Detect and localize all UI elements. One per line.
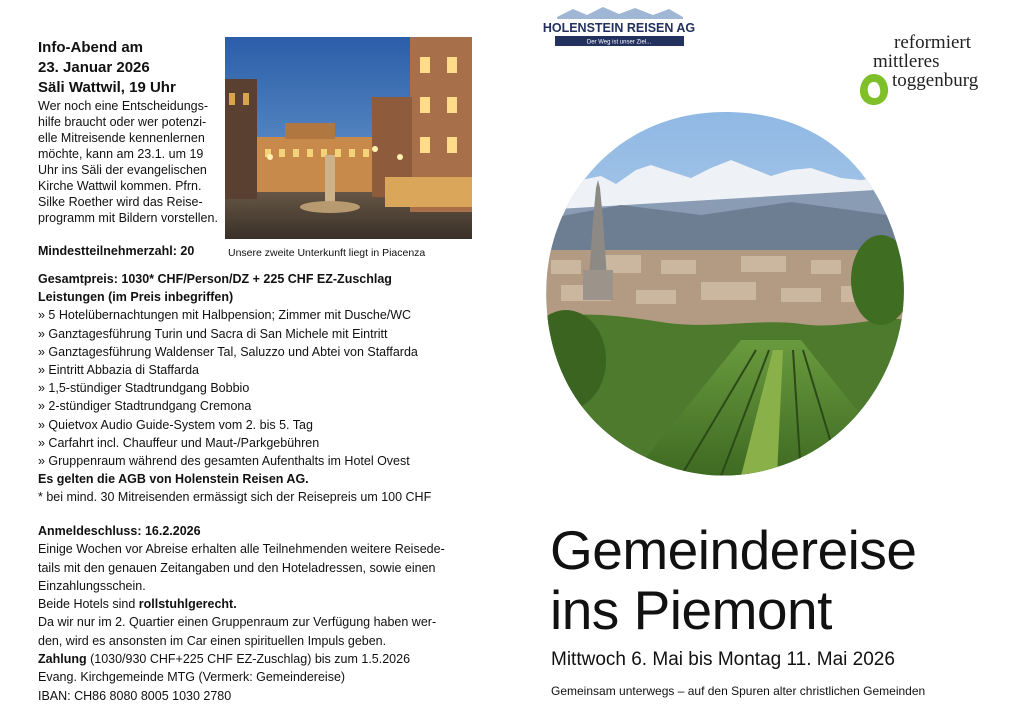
info-text-line: programm mit Bildern vorstellen. [38, 211, 218, 225]
info-evening-text [38, 98, 223, 226]
group-room-line: den, wird es ansonsten im Car einen spirituellen Impuls geben. [38, 633, 387, 648]
registration-info-line: tails mit den genauen Zeitangaben und den Hoteladressen, sowie einen [38, 560, 436, 575]
reformiert-line-3: toggenburg [892, 70, 979, 91]
wheelchair-prefix: Beide Hotels sind [38, 597, 139, 612]
group-room-line: Da wir nur im 2. Quartier einen Gruppenraum zur Verfügung haben wer- [38, 615, 437, 630]
list-item: » 5 Hotelübernachtungen mit Halbpension; Zimmer mit Dusche/WC [38, 308, 412, 323]
list-item: » Eintritt Abbazia di Staffarda [38, 363, 199, 378]
list-item: » Carfahrt incl. Chauffeur und Maut-/Parkgebühren [38, 435, 320, 450]
trip-dates: Mittwoch 6. Mai bis Montag 11. Mai 2026 [551, 649, 895, 670]
registration-deadline: Anmeldeschluss: 16.2.2026 [38, 524, 201, 538]
account-line: Evang. Kirchgemeinde MTG (Vermerk: Gemeindereise) [38, 670, 346, 685]
holenstein-logo-graphic [542, 5, 696, 46]
info-text-line: Kirche Wattwil kommen. Pfrn. [38, 179, 202, 193]
holenstein-name: HOLENSTEIN REISEN AG [542, 21, 696, 35]
holenstein-logo [542, 5, 696, 46]
info-text-line: möchte, kann am 23.1. um 19 [38, 147, 204, 161]
list-item: » Ganztagesführung Turin und Sacra di San Michele mit Eintritt [38, 326, 388, 341]
reformiert-line-1: reformiert [894, 32, 972, 53]
pricing-section [38, 270, 478, 507]
info-heading-line: 23. Januar 2026 [38, 59, 150, 76]
registration-info-line: Einzahlungsschein. [38, 578, 146, 593]
info-text-line: Uhr ins Säli der evangelischen [38, 163, 207, 177]
list-item: » Quietvox Audio Guide-System vom 2. bis 5. Tag [38, 417, 313, 432]
payment-label: Zahlung [38, 652, 87, 667]
wheelchair-note [38, 595, 488, 613]
min-participants: Mindestteilnehmerzahl: 20 [38, 244, 195, 258]
registration-info-line: Einige Wochen vor Abreise erhalten alle Teilnehmenden weitere Reisede- [38, 542, 445, 557]
wheelchair-bold: rollstuhlgerecht. [138, 597, 237, 612]
payment-line [38, 650, 488, 668]
info-text-line: Silke Roether wird das Reise- [38, 195, 203, 209]
turin-photo [541, 110, 909, 476]
title-line: ins Piemont [550, 579, 832, 641]
photo-caption: Unsere zweite Unterkunft liegt in Piacenza [228, 247, 426, 259]
title-line: Gemeindereise [550, 519, 917, 581]
discount-note: * bei mind. 30 Mitreisenden ermässigt sich der Reisepreis um 100 CHF [38, 490, 432, 505]
services-list [38, 306, 478, 470]
info-heading-line: Info-Abend am [38, 39, 143, 56]
piacenza-square-image [225, 37, 472, 239]
holenstein-slogan: Der Weg ist unser Ziel... [586, 39, 652, 46]
reformiert-leaf-icon [858, 72, 890, 106]
reformiert-logo [858, 32, 998, 112]
turin-panorama-image [541, 110, 909, 476]
list-item: » 2-stündiger Stadtrundgang Cremona [38, 399, 252, 414]
list-item: » Ganztagesführung Waldenser Tal, Saluzzo und Abtei von Staffarda [38, 344, 418, 359]
piacenza-photo [225, 37, 472, 239]
total-price: Gesamtpreis: 1030* CHF/Person/DZ + 225 CHF EZ-Zuschlag [38, 272, 392, 286]
subtitle: Gemeinsam unterwegs – auf den Spuren alter christlichen Gemeinden [551, 684, 926, 698]
reformiert-line-2: mittleres [873, 51, 940, 72]
list-item: » Gruppenraum während des gesamten Aufenthalts im Hotel Ovest [38, 454, 410, 469]
info-evening-heading [38, 38, 223, 98]
iban-line: IBAN: CH86 8080 8005 1030 2780 [38, 688, 232, 703]
info-text-line: elle Mitreisende kennenlernen [38, 131, 205, 145]
list-item: » 1,5-stündiger Stadtrundgang Bobbio [38, 381, 250, 396]
payment-text: (1030/930 CHF+225 CHF EZ-Zuschlag) bis zum 1.5.2026 [86, 652, 411, 667]
page-title [550, 520, 916, 640]
registration-section [38, 522, 488, 705]
agb-note: Es gelten die AGB von Holenstein Reisen AG. [38, 472, 309, 487]
info-text-line: hilfe braucht oder wer potenzi- [38, 115, 207, 129]
info-heading-line: Säli Wattwil, 19 Uhr [38, 79, 176, 96]
services-heading: Leistungen (im Preis inbegriffen) [38, 290, 234, 305]
info-text-line: Wer noch eine Entscheidungs- [38, 99, 209, 113]
